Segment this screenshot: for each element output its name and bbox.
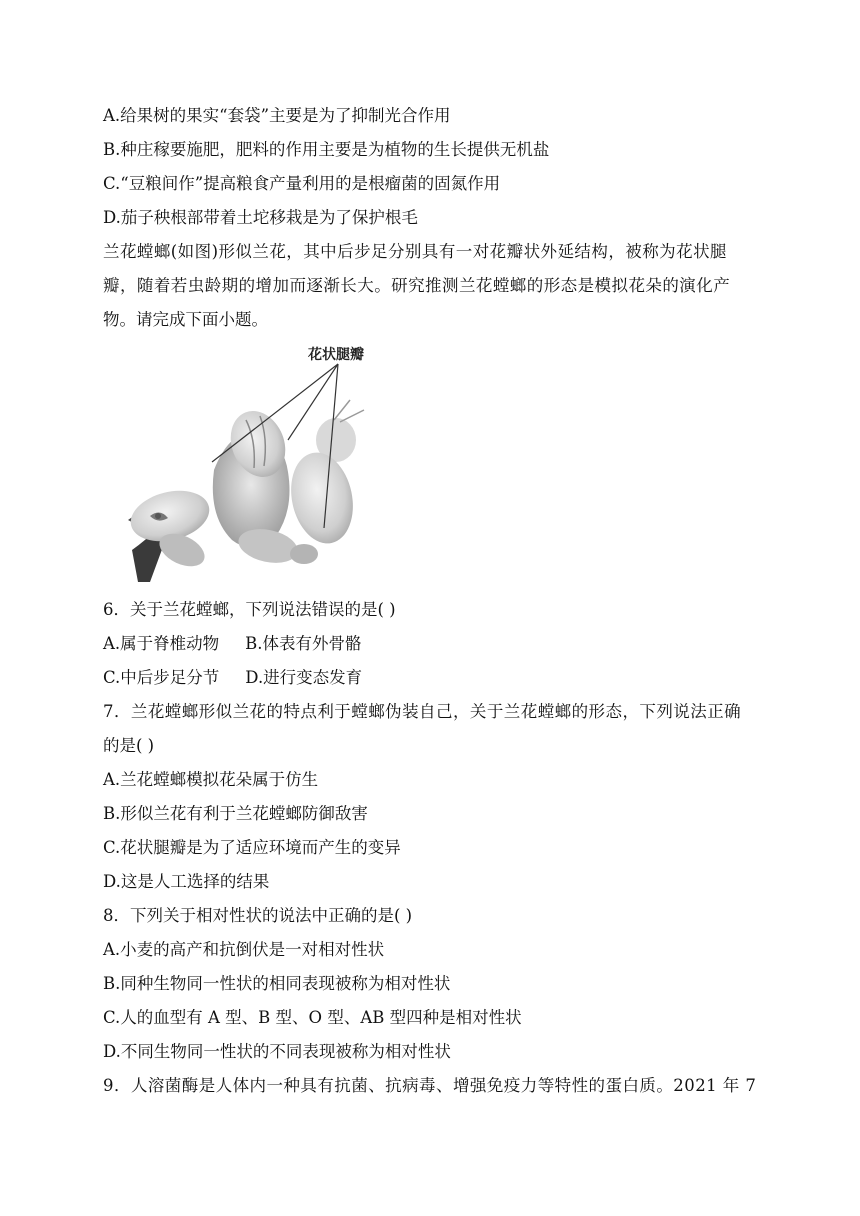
q6-stem: 6．关于兰花螳螂，下列说法错误的是( ) bbox=[103, 600, 396, 619]
q8-option-a: A.小麦的高产和抗倒伏是一对相对性状 bbox=[103, 940, 385, 959]
q8-option-b: B.同种生物同一性状的相同表现被称为相对性状 bbox=[103, 974, 451, 993]
q5-option-b: B.种庄稼要施肥，肥料的作用主要是为植物的生长提供无机盐 bbox=[103, 140, 550, 159]
q7-option-a: A.兰花螳螂模拟花朵属于仿生 bbox=[103, 770, 319, 789]
passage-line-2: 瓣，随着若虫龄期的增加而逐渐长大。研究推测兰花螳螂的形态是模拟花朵的演化产 bbox=[103, 276, 731, 295]
q5-option-c: C.“豆粮间作”提高粮食产量利用的是根瘤菌的固氮作用 bbox=[103, 174, 501, 193]
passage-line-3: 物。请完成下面小题。 bbox=[103, 310, 268, 329]
q7-stem-line-2: 的是( ) bbox=[103, 736, 155, 755]
q5-option-a: A.给果树的果实“套袋”主要是为了抑制光合作用 bbox=[103, 106, 451, 125]
q8-stem: 8．下列关于相对性状的说法中正确的是( ) bbox=[103, 906, 413, 925]
orchid-mantis-photo-icon bbox=[128, 340, 388, 582]
q6-option-b: B.体表有外骨骼 bbox=[245, 634, 362, 653]
q7-option-c: C.花状腿瓣是为了适应环境而产生的变异 bbox=[103, 838, 401, 857]
q7-option-d: D.这是人工选择的结果 bbox=[103, 872, 270, 891]
q7-option-b: B.形似兰花有利于兰花螳螂防御敌害 bbox=[103, 804, 368, 823]
q8-option-d: D.不同生物同一性状的不同表现被称为相对性状 bbox=[103, 1042, 451, 1061]
passage-line-1: 兰花螳螂(如图)形似兰花，其中后步足分别具有一对花瓣状外延结构，被称为花状腿 bbox=[103, 242, 727, 261]
q5-option-d: D.茄子秧根部带着土坨移栽是为了保护根毛 bbox=[103, 208, 418, 227]
q6-option-d: D.进行变态发育 bbox=[245, 668, 363, 687]
q7-stem-line-1: 7．兰花螳螂形似兰花的特点利于螳螂伪装自己，关于兰花螳螂的形态，下列说法正确 bbox=[103, 702, 742, 721]
q6-options-row-2 bbox=[103, 668, 362, 688]
q8-option-c: C.人的血型有 A 型、B 型、O 型、AB 型四种是相对性状 bbox=[103, 1008, 522, 1027]
figure-label: 花状腿瓣 bbox=[308, 347, 364, 363]
q9-stem-line-1: 9．人溶菌酶是人体内一种具有抗菌、抗病毒、增强免疫力等特性的蛋白质。2021 年 7 bbox=[103, 1076, 757, 1095]
orchid-mantis-figure bbox=[128, 340, 388, 582]
q6-options-row-1 bbox=[103, 634, 362, 654]
q6-option-a: A.属于脊椎动物 bbox=[103, 634, 220, 653]
q6-option-c: C.中后步足分节 bbox=[103, 668, 220, 687]
